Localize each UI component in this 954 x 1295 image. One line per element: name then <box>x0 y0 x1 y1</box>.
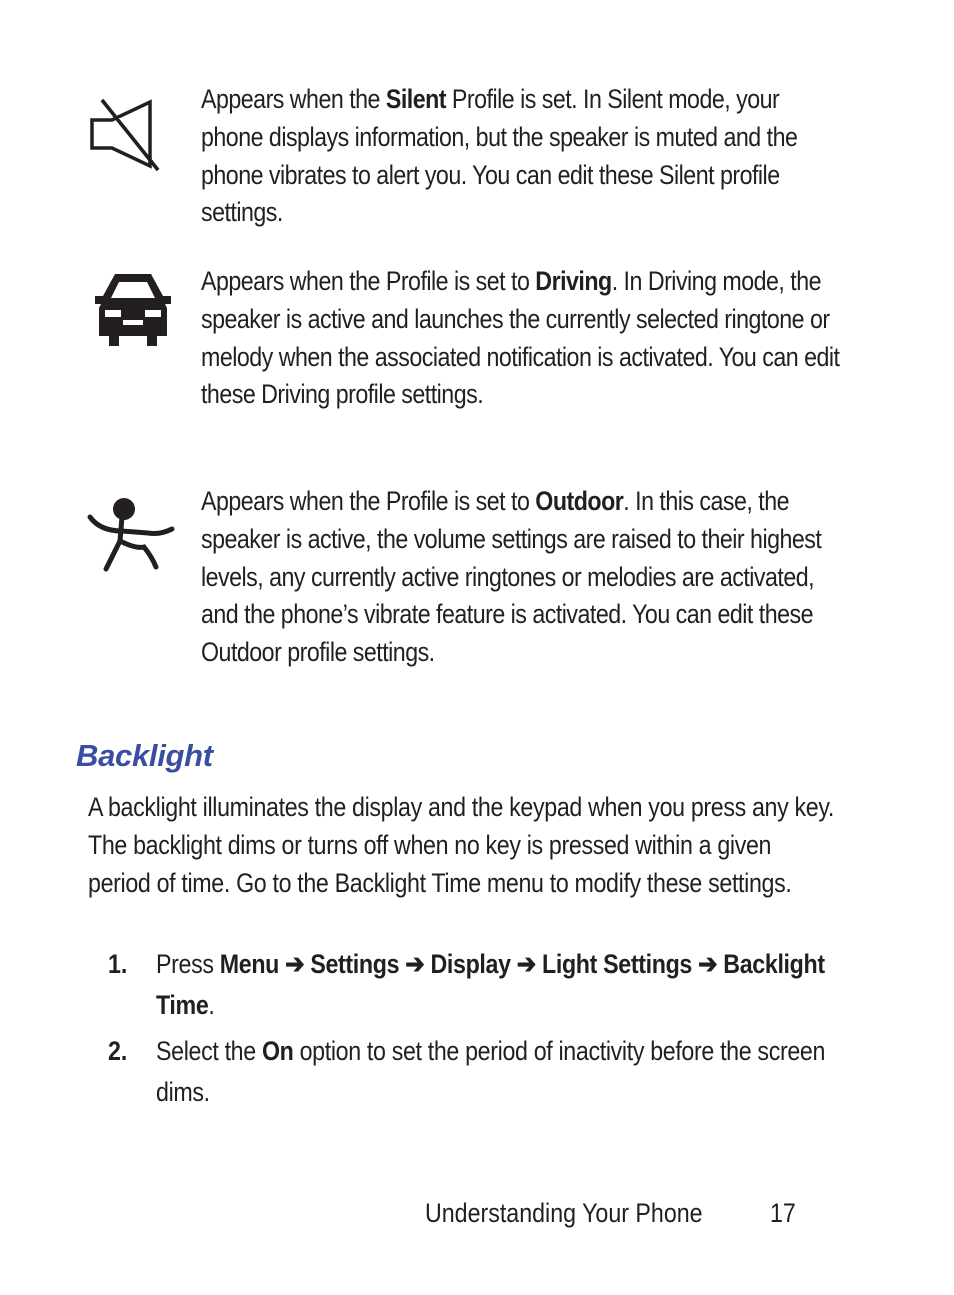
driving-profile-description <box>201 263 841 414</box>
step-text-pre: Select the <box>156 1036 262 1066</box>
car-icon <box>91 272 175 348</box>
step-text-post: . <box>208 990 215 1020</box>
silent-profile-name: Silent <box>385 84 446 114</box>
section-heading: Backlight <box>76 738 213 773</box>
step-text-post: option to set the period of inactivity before the screen dims. <box>156 1036 826 1107</box>
driving-text-post: . In Driving mode, the speaker is active and launches the currently selected ringtone or melody when the associated notification is activated. You can edit these Driving profile settings. <box>201 266 840 410</box>
stick-figure-icon <box>86 495 176 575</box>
outdoor-profile-description <box>201 483 841 672</box>
silent-text-pre: Appears when the <box>201 84 386 114</box>
driving-profile-name: Driving <box>535 266 612 296</box>
step-number: 1. <box>108 949 128 979</box>
silent-speaker-icon <box>88 98 160 172</box>
section-body: A backlight illuminates the display and the keypad when you press any key. The backlight dims or turns off when no key is pressed within a given period of time. Go to the Backlight Time menu to modify these settings. <box>88 792 834 898</box>
silent-text-post: Profile is set. In Silent mode, your phone displays information, but the speaker is muted and the phone vibrates to alert you. You can edit these Silent profile settings. <box>201 84 798 228</box>
step-text-pre: Press <box>156 949 220 979</box>
step-text <box>156 944 844 1026</box>
menu-path: Menu ➔ Settings ➔ Display ➔ Light Settings ➔ Backlight Time <box>156 949 825 1020</box>
option-name: On <box>261 1036 294 1066</box>
driving-text-pre: Appears when the Profile is set to <box>201 266 536 296</box>
footer-section-title: Understanding Your Phone <box>425 1198 703 1228</box>
outdoor-profile-name: Outdoor <box>535 486 624 516</box>
outdoor-text-post: . In this case, the speaker is active, the volume settings are raised to their highest levels, any currently active ringtones or melodies are activated, and the phone’s vibrate feature is activated. You can edit these Outdoor profile settings. <box>201 486 822 668</box>
step-text <box>156 1031 844 1113</box>
outdoor-text-pre: Appears when the Profile is set to <box>201 486 536 516</box>
step-number: 2. <box>108 1036 128 1066</box>
silent-profile-description <box>201 81 841 232</box>
page-number: 17 <box>770 1198 796 1228</box>
